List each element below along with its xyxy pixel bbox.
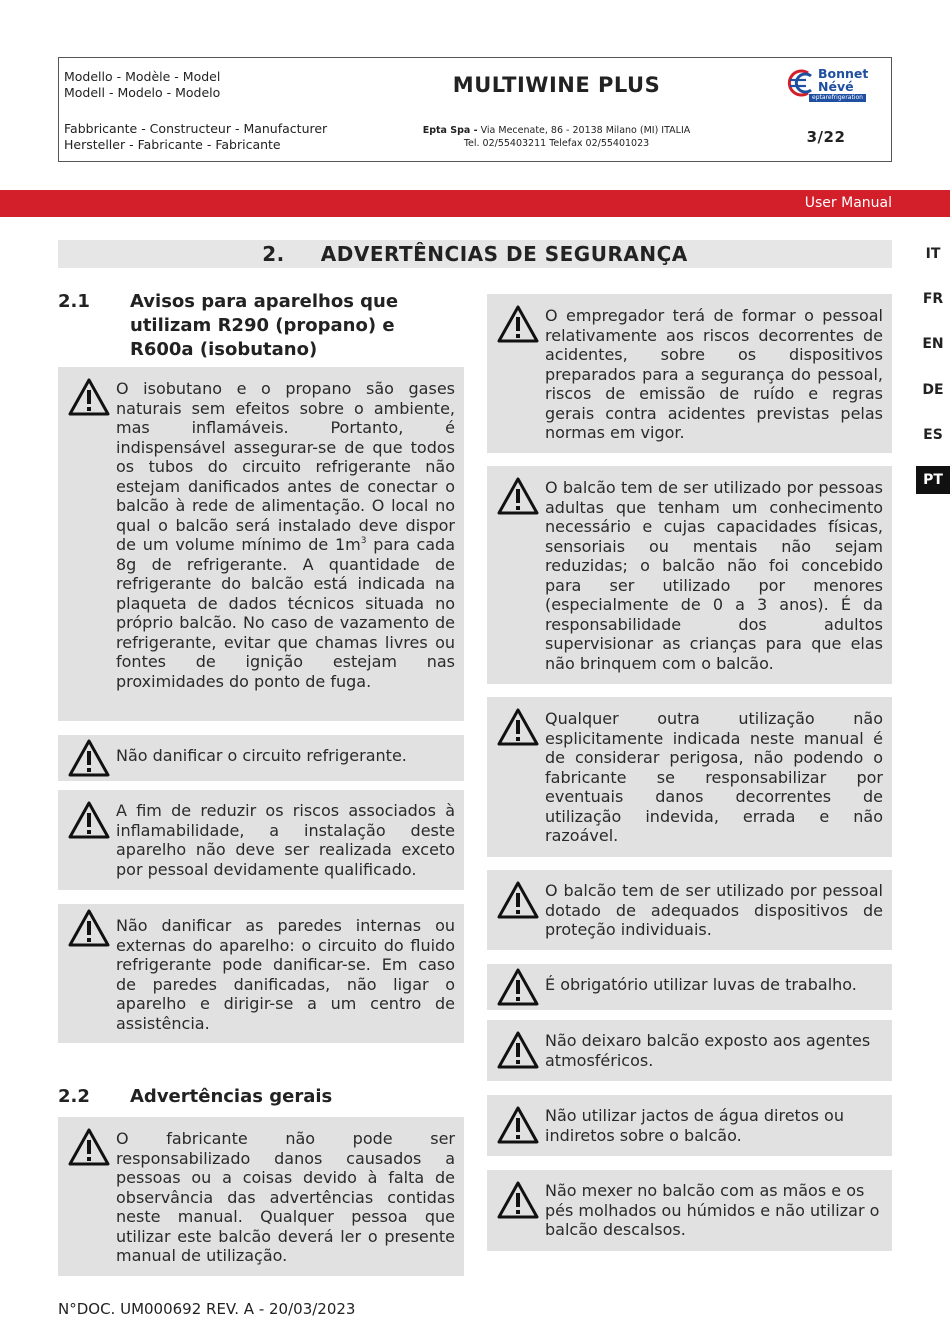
manufacturer-cell bbox=[59, 112, 353, 162]
warning-text: O isobutano e o propano são gases naturais sem efeitos sobre o ambiente, mas inflamáveis. Portanto, é indispensável assegurar-se de que todos os tubos do circuito refrigerante não estejam danificados antes de conectar o balcão à rede de alimentação. O local no qual o balcão será instalado deve dispor de um volume mínimo de $1m^3$ para cada 8g de refrigerante. A quantidade de refrigerante do balcão está indicada na plaqueta de dados técnicos situada no próprio balcão. No caso de vazamento de refrigerante, evitar que chamas livres ou fontes de ignição estejam nas proximidades do ponto de fuga. bbox=[116, 379, 456, 691]
bonnet-neve-logo bbox=[784, 67, 874, 105]
banner-label: User Manual bbox=[804, 195, 892, 211]
warning-box bbox=[487, 1170, 892, 1251]
warning-text: Não danificar as paredes internas ou externas do aparelho: o circuito do fluido refrigerante pode danificar-se. Em caso de paredes danificadas, não ligar o aparelho e dirigir-se a um centro de assistência. bbox=[116, 916, 455, 1033]
warning-box bbox=[487, 294, 892, 453]
warning-box bbox=[58, 735, 464, 781]
lang-tab-es[interactable]: ES bbox=[923, 427, 943, 443]
section-title: ADVERTÊNCIAS DE SEGURANÇA bbox=[320, 242, 688, 266]
logo-brand-line1: Bonnet bbox=[818, 66, 869, 81]
warning-triangle-icon bbox=[67, 1127, 111, 1167]
warning-box bbox=[487, 964, 892, 1010]
warning-triangle-icon bbox=[496, 1180, 540, 1220]
document-number: N°DOC. UM000692 REV. A - 20/03/2023 bbox=[58, 1300, 356, 1318]
company-address: Via Mecenate, 86 - 20138 Milano (MI) ITALIA bbox=[477, 125, 691, 136]
lang-tab-de[interactable]: DE bbox=[922, 382, 944, 398]
warning-triangle-icon bbox=[496, 304, 540, 344]
warning-triangle-icon bbox=[496, 967, 540, 1007]
warning-box bbox=[487, 1020, 892, 1081]
model-label-line1: Modello - Modèle - Model bbox=[64, 69, 221, 84]
subsection-2-1-heading bbox=[58, 290, 464, 362]
warning-text: É obrigatório utilizar luvas de trabalho. bbox=[545, 975, 857, 994]
warning-text: Não mexer no balcão com as mãos e os pés molhados ou húmidos e não utilizar o balcão descalsos. bbox=[545, 1181, 880, 1239]
warning-box bbox=[58, 367, 464, 721]
warning-box bbox=[487, 697, 892, 857]
warning-text: O balcão tem de ser utilizado por pessoal dotado de adequados dispositivos de proteção individuais. bbox=[545, 881, 883, 939]
model-cell bbox=[59, 58, 353, 112]
subsection-number: 2.2 bbox=[58, 1086, 90, 1107]
address-cell bbox=[353, 112, 760, 162]
company-name: Epta Spa - bbox=[422, 125, 478, 136]
warning-triangle-icon bbox=[496, 1030, 540, 1070]
logo-brand-line2: Névé bbox=[818, 79, 854, 94]
section-title-bar bbox=[58, 240, 892, 268]
warning-box bbox=[58, 904, 464, 1043]
document-header-table bbox=[58, 57, 892, 162]
manufacturer-label-line2: Hersteller - Fabricante - Fabricante bbox=[64, 137, 281, 152]
lang-tab-en[interactable]: EN bbox=[922, 336, 944, 352]
warning-box bbox=[58, 790, 464, 890]
warning-triangle-icon bbox=[67, 800, 111, 840]
lang-tab-pt[interactable]: PT bbox=[916, 466, 950, 494]
warning-text: Não danificar o circuito refrigerante. bbox=[116, 746, 407, 765]
lang-tab-fr[interactable]: FR bbox=[922, 291, 944, 307]
company-phone: Tel. 02/55403211 Telefax 02/55401023 bbox=[463, 138, 650, 149]
warning-triangle-icon bbox=[496, 707, 540, 747]
warning-text: Qualquer outra utilização não esplicitamente indicada neste manual é de considerar perigosa, não podendo o fabricante se responsabilizar por eventuais danos decorrentes de utilização indevida, errada e não razoável. bbox=[545, 709, 883, 845]
warning-text: O balcão tem de ser utilizado por pessoas adultas que tenham um conhecimento necessário e cujas capacidades físicas, sensoriais ou mentais não sejam reduzidas; o balcão não foi concebido para ser utilizado por menores (especialmente de 0 a 3 anos). É da responsabilidade dos adultos supervisionar as crianças para que elas não brinquem com o balcão. bbox=[545, 478, 883, 673]
product-name: MULTIWINE PLUS bbox=[452, 73, 661, 97]
warning-text: A fim de reduzir os riscos associados à inflamabilidade, a instalação deste aparelho não deve ser realizada exceto por pessoal devidamente qualificado. bbox=[116, 801, 455, 879]
warning-text: O fabricante não pode ser responsabilizado danos causados a pessoas ou a coisas devido à falta de observância das advertências contidas neste manual. Qualquer pessoa que utilizar este balcão deverá ler o presente manual de utilização. bbox=[116, 1129, 455, 1265]
page-number: 3/22 bbox=[806, 128, 846, 146]
subsection-title: Advertências gerais bbox=[130, 1086, 333, 1107]
lang-tab-it[interactable]: IT bbox=[925, 246, 941, 262]
logo-subtitle: eptarefrigeration bbox=[809, 94, 866, 102]
warning-triangle-icon bbox=[496, 1105, 540, 1145]
warning-text: Não deixaro balcão exposto aos agentes atmosféricos. bbox=[545, 1031, 871, 1070]
warning-triangle-icon bbox=[67, 908, 111, 948]
warning-text: Não utilizar jactos de água diretos ou indiretos sobre o balcão. bbox=[545, 1106, 844, 1145]
subsection-number: 2.1 bbox=[58, 291, 90, 312]
warning-triangle-icon bbox=[67, 738, 111, 778]
user-manual-banner bbox=[0, 190, 950, 217]
warning-triangle-icon bbox=[67, 377, 111, 417]
manufacturer-label-line1: Fabbricante - Constructeur - Manufacturer bbox=[64, 121, 328, 136]
subsection-title: Avisos para aparelhos que utilizam R290 (propano) e R600a (isobutano) bbox=[130, 291, 399, 360]
model-label-line2: Modell - Modelo - Modelo bbox=[64, 85, 221, 100]
logo-cell bbox=[760, 58, 892, 112]
warning-box bbox=[487, 466, 892, 684]
subsection-2-2-heading bbox=[58, 1085, 464, 1109]
warning-box bbox=[487, 870, 892, 950]
warning-triangle-icon bbox=[496, 476, 540, 516]
section-number: 2. bbox=[262, 242, 285, 266]
logo-brand bbox=[818, 67, 868, 93]
warning-text: O empregador terá de formar o pessoal relativamente aos riscos decorrentes de acidentes, sobre os dispositivos preparados para a segurança do pessoal, riscos de emissão de ruído e regras gerais contra acidentes previstas pelas normas em vigor. bbox=[545, 306, 883, 442]
warning-box bbox=[487, 1095, 892, 1156]
warning-box bbox=[58, 1117, 464, 1276]
warning-triangle-icon bbox=[496, 880, 540, 920]
